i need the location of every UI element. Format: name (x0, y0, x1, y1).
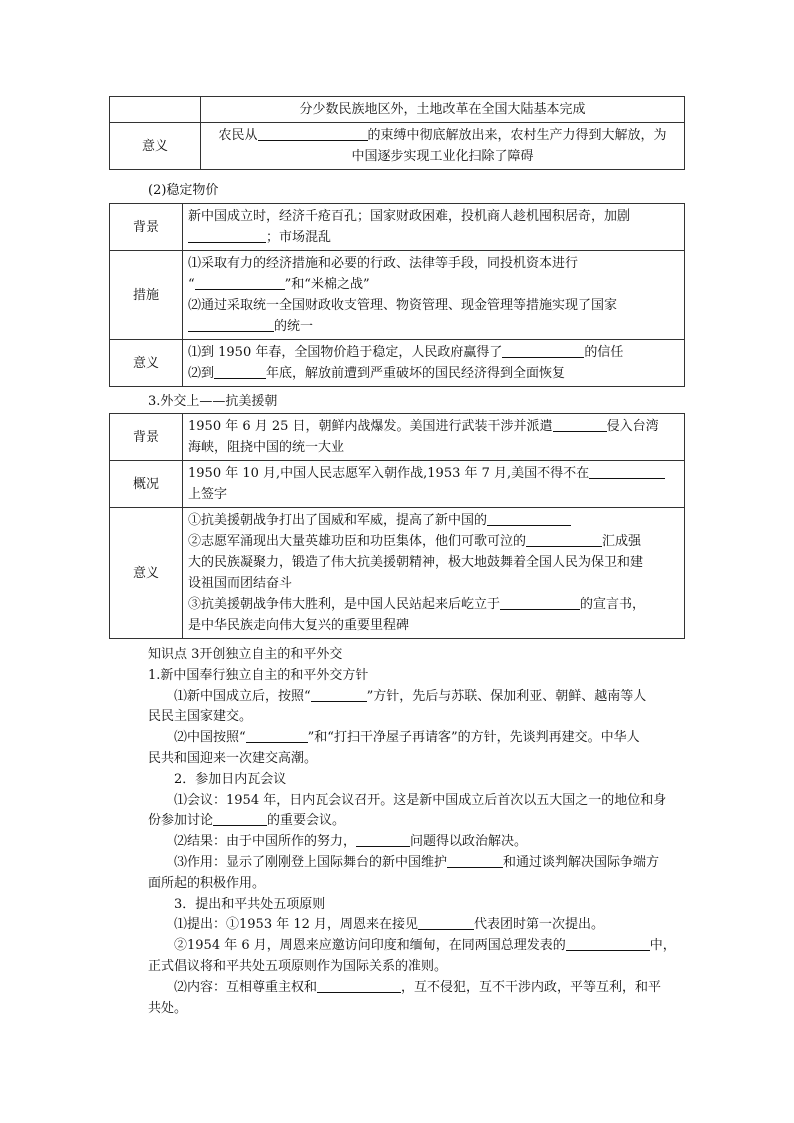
paragraph: ⑴新中国成立后，按照“ ”方针，先后与苏联、保加利亚、朝鲜、越南等人 (174, 688, 647, 704)
paragraph: 份参加讨论 的重要会议。 (148, 813, 346, 829)
resist-us-aid-korea-table (109, 413, 685, 639)
row-label-background: 背景 (110, 414, 183, 461)
paragraph: ⑴会议：1954 年，日内瓦会议召开。这是新中国成立后首次以五大国之一的地位和身 (174, 792, 667, 808)
row-label-significance: 意义 (110, 123, 201, 170)
paragraph: ⑶作用：显示了刚刚登上国际舞台的新中国维护 和通过谈判解决国际争端方 (174, 854, 660, 870)
answer-blank[interactable] (553, 417, 607, 432)
heading: 2．参加日内瓦会议 (174, 771, 287, 787)
section-title-resist-us-aid-korea: 3.外交上——抗美援朝 (148, 394, 278, 409)
paragraph: ⑵中国按照“ ”和“打扫干净屋子再请客”的方针，先谈判再建交。中华人 (174, 730, 640, 746)
paragraph: ⑵结果：由于中国所作的努力， 问题得以政治解决。 (174, 834, 528, 850)
table-row (110, 97, 685, 123)
answer-blank[interactable] (317, 978, 401, 993)
knowledge-point-3 (148, 645, 688, 1019)
paragraph: 面所起的积极作用。 (148, 875, 266, 891)
knowledge-point-title: 知识点 3开创独立自主的和平外交 (148, 647, 343, 662)
table-row (110, 508, 685, 639)
background-cell: 1950 年 6 月 25 日，朝鲜内战爆发。美国进行武装干涉并派遣 侵入台湾 海峡，阻挠中国的统一大业 (183, 414, 685, 461)
background-cell: 新中国成立时，经济千疮百孔；国家财政困难，投机商人趁机囤积居奇，加剧 ；市场混乱 (183, 204, 685, 251)
land-reform-result-cell: 分少数民族地区外，土地改革在全国大陆基本完成 (201, 97, 685, 123)
row-label-significance: 意义 (110, 508, 183, 639)
significance-cell: 农民从 的束缚中彻底解放出来，农村生产力得到大解放，为 中国逐步实现工业化扫除了障碍 (201, 123, 685, 170)
heading: 1.新中国奉行独立自主的和平外交方针 (148, 667, 369, 683)
table-row (110, 123, 685, 170)
answer-blank[interactable] (195, 275, 285, 290)
paragraph: 共处。 (148, 1000, 188, 1016)
paragraph: 民共和国迎来一次建交高潮。 (148, 750, 318, 766)
heading: 3．提出和平共处五项原则 (174, 896, 326, 912)
answer-blank[interactable] (246, 728, 308, 743)
answer-blank[interactable] (566, 936, 650, 951)
answer-blank[interactable] (213, 811, 267, 826)
answer-blank[interactable] (589, 464, 665, 479)
answer-blank[interactable] (214, 364, 266, 379)
answer-blank[interactable] (356, 832, 410, 847)
table-row (110, 414, 685, 461)
paragraph: 正式倡议将和平共处五项原则作为国际关系的准则。 (148, 958, 448, 974)
section-title-stabilize-prices: (2)稳定物价 (148, 183, 219, 198)
answer-blank[interactable] (447, 853, 503, 868)
paragraph: ②1954 年 6 月，周恩来应邀访问印度和缅甸，在同两国总理发表的 中， (174, 938, 676, 954)
table-row (110, 340, 685, 387)
answer-blank[interactable] (188, 228, 266, 243)
answer-blank[interactable] (418, 915, 474, 930)
answer-blank[interactable] (526, 532, 602, 547)
row-label-background: 背景 (110, 204, 183, 251)
paragraph: 民民主国家建交。 (148, 709, 253, 725)
table-row (110, 204, 685, 251)
measures-cell: ⑴采取有力的经济措施和必要的行政、法律等手段，同投机资本进行 “ ”和“米棉之战” ⑵通过采取统一全国财政收支管理、物资管理、现金管理等措施实现了国家 的统一 (183, 251, 685, 340)
empty-label-cell (110, 97, 201, 123)
table-row (110, 251, 685, 340)
stabilize-prices-table (109, 203, 685, 387)
answer-blank[interactable] (500, 595, 580, 610)
row-label-overview: 概况 (110, 461, 183, 508)
paragraph: ⑵内容：互相尊重主权和 ，互不侵犯，互不干涉内政，平等互利，和平 (174, 979, 662, 995)
table-row (110, 461, 685, 508)
significance-cell: ⑴到 1950 年春，全国物价趋于稳定，人民政府赢得了 的信任 ⑵到 年底，解放前遭到严重破坏的国民经济得到全面恢复 (183, 340, 685, 387)
row-label-significance: 意义 (110, 340, 183, 387)
row-label-measures: 措施 (110, 251, 183, 340)
answer-blank[interactable] (258, 126, 368, 141)
answer-blank[interactable] (487, 511, 571, 526)
answer-blank[interactable] (311, 687, 367, 702)
answer-blank[interactable] (188, 317, 274, 332)
significance-cell: ①抗美援朝战争打出了国威和军威，提高了新中国的 ②志愿军涌现出大量英雄功臣和功臣集体，他们可歌可泣的 汇成强 大的民族凝聚力，锻造了伟大抗美援朝精神，极大地鼓舞着全国人民为保卫和建 设祖国而团结奋斗 ③抗美援朝战争伟大胜利，是中国人民站起来后屹立于 的宣言书， 是中华民族走向伟大复兴的重要里程碑 (183, 508, 685, 639)
land-reform-table (109, 96, 685, 170)
answer-blank[interactable] (502, 343, 584, 358)
paragraph: ⑴提出：①1953 年 12 月，周恩来在接见 代表团时第一次提出。 (174, 917, 605, 933)
overview-cell: 1950 年 10 月,中国人民志愿军入朝作战,1953 年 7 月,美国不得不在 上签字 (183, 461, 685, 508)
